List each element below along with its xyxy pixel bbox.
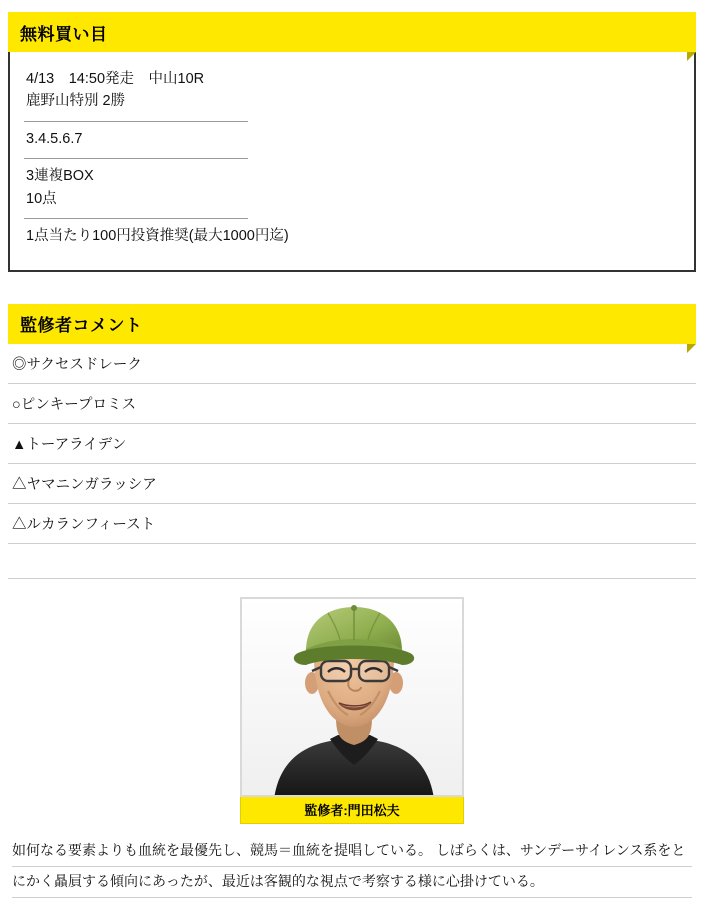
list-item: ▲トーアライデン	[8, 424, 696, 464]
bet-points-label: 10点	[26, 190, 57, 207]
investment-advice-row: 1点当たり100円投資推奨(最大1000円迄)	[26, 228, 289, 245]
list-item-empty	[8, 544, 696, 579]
free-pick-banner	[8, 12, 696, 52]
race-info-line1: 4/13 14:50発走 中山10R	[26, 71, 205, 87]
top-spacer	[0, 0, 704, 12]
portrait-illustration	[242, 599, 464, 797]
list-item: ◎サクセスドレーク	[8, 344, 696, 384]
free-pick-box	[8, 52, 696, 272]
race-info-row	[24, 62, 248, 122]
comment-title: 監修者コメント	[20, 316, 143, 336]
free-pick-section	[8, 12, 696, 272]
supervisor-portrait	[240, 597, 464, 797]
profile-line-2: にかく贔屓する傾向にあったが、最近は客観的な視点で考察する様に心掛けている。	[12, 867, 692, 898]
portrait-area	[8, 597, 696, 824]
portrait-caption: 監修者:門田松夫	[240, 797, 464, 824]
free-pick-title: 無料買い目	[20, 24, 108, 44]
comment-list	[8, 344, 696, 579]
comment-banner	[8, 304, 696, 344]
section-gap-2	[0, 292, 704, 304]
race-info-line2: 鹿野山特別 2勝	[26, 93, 126, 110]
list-item: △ルカランフィースト	[8, 504, 696, 544]
section-gap	[0, 272, 704, 292]
banner-fold-corner	[687, 52, 696, 61]
comment-banner-fold-corner	[687, 344, 696, 353]
list-item: △ヤマニンガラッシア	[8, 464, 696, 504]
supervisor-comment-section	[8, 304, 696, 898]
profile-line-1: 如何なる要素よりも血統を最優先し、競馬＝血統を提唱している。 しばらくは、サンデーサイレンス系をと	[12, 836, 692, 867]
list-item: ○ピンキープロミス	[8, 384, 696, 424]
free-pick-banner-wrap	[8, 12, 696, 52]
bet-type-row	[24, 159, 248, 219]
supervisor-profile-text	[8, 836, 696, 898]
bet-type-label: 3連複BOX	[26, 168, 94, 185]
comment-banner-wrap	[8, 304, 696, 344]
horse-numbers-row: 3.4.5.6.7	[24, 122, 248, 159]
